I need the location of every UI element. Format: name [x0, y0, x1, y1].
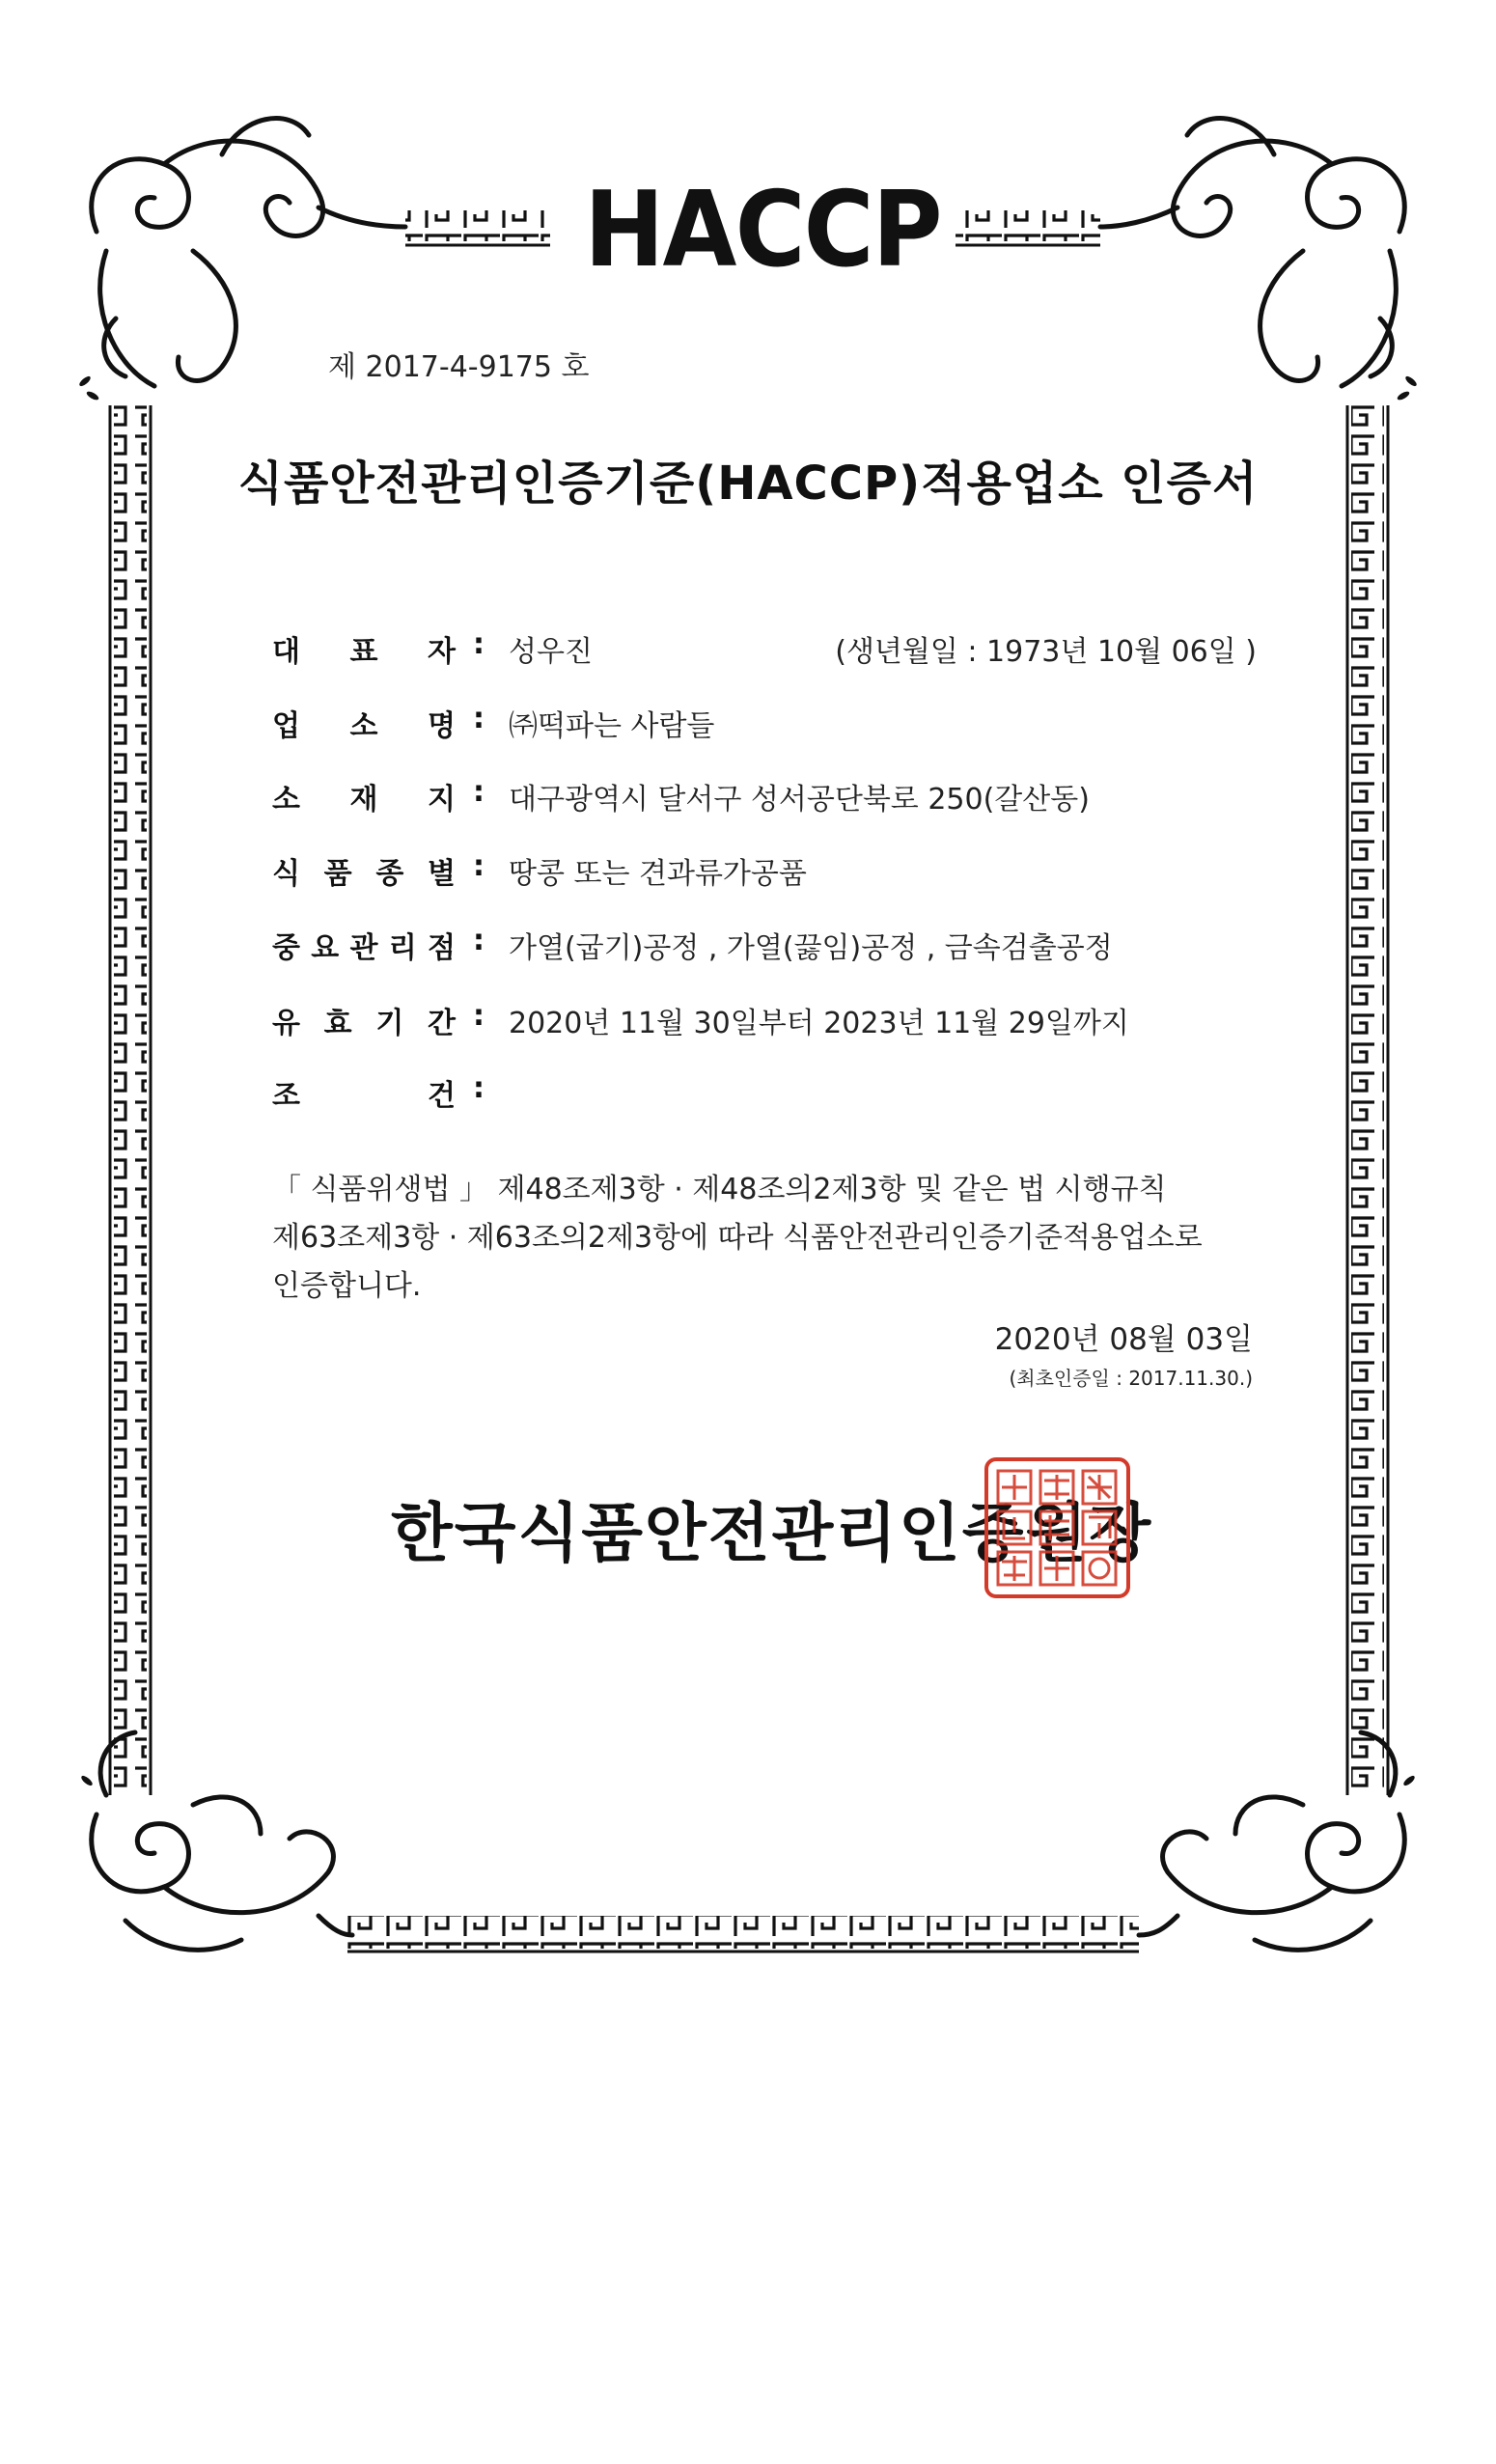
field-label — [272, 1071, 456, 1114]
field-label-char: 소 — [272, 783, 300, 817]
field-row — [272, 627, 1257, 669]
field-label-char: 업 — [272, 709, 300, 743]
field-colon: : — [473, 924, 485, 957]
official-seal — [983, 1455, 1132, 1600]
field-label-char: 별 — [428, 857, 456, 891]
field-label-char: 관 — [349, 931, 378, 965]
field-label-char: 대 — [272, 635, 300, 669]
field-row — [272, 702, 1257, 743]
field-label-char: 요 — [311, 931, 340, 965]
body-line: 「 식품위생법 」 제48조제3항 · 제48조의2제3항 및 같은 법 시행규칙 — [272, 1173, 1167, 1206]
field-value: 가열(굽기)공정 , 가열(끓임)공정 , 금속검출공정 — [509, 931, 1113, 965]
issue-date: 2020년 08월 03일 — [994, 1322, 1253, 1357]
body-line: 인증합니다. — [272, 1269, 422, 1303]
haccp-logo-text: HACCP — [584, 170, 941, 291]
field-value: 땅콩 또는 견과류가공품 — [509, 857, 807, 891]
field-value: 대구광역시 달서구 성서공단북로 250(갈산동) — [509, 783, 1090, 817]
field-label-char: 지 — [428, 783, 456, 817]
certificate-body — [272, 1166, 1257, 1311]
certificate-heading: 식품안전관리인증기준(HACCP)적용업소 인증서 — [237, 457, 1259, 511]
field-label — [272, 627, 456, 670]
field-label-char: 유 — [272, 1007, 300, 1040]
first-certification-date: (최초인증일 : 2017.11.30.) — [1009, 1367, 1253, 1390]
field-label-char: 명 — [428, 709, 456, 743]
field-colon: : — [473, 775, 485, 809]
field-label — [272, 775, 456, 817]
field-row — [272, 999, 1257, 1038]
field-label-char: 효 — [323, 1007, 352, 1040]
field-colon: : — [473, 999, 485, 1033]
field-label-char: 식 — [272, 857, 300, 891]
field-value: 성우진 — [509, 635, 593, 669]
field-row — [272, 1071, 1257, 1113]
field-label-char: 자 — [428, 635, 456, 669]
field-label-char: 조 — [272, 1079, 300, 1113]
field-label-char: 점 — [428, 931, 456, 965]
field-value: 2020년 11월 30일부터 2023년 11월 29일까지 — [509, 1007, 1129, 1040]
field-value: ㈜떡파는 사람들 — [509, 709, 715, 743]
field-colon: : — [473, 849, 485, 883]
issuer-name: 한국식품안전관리인증원장 — [391, 1496, 1153, 1570]
field-row — [272, 775, 1257, 817]
field-row — [272, 849, 1257, 891]
field-label — [272, 849, 456, 892]
field-colon: : — [473, 627, 485, 661]
body-line: 제63조제3항 · 제63조의2제3항에 따라 식품안전관리인증기준적용업소로 — [272, 1221, 1203, 1255]
field-colon: : — [473, 702, 485, 735]
certificate-number: 제 2017-4-9175 호 — [328, 350, 590, 384]
field-label-char: 간 — [428, 1007, 456, 1040]
field-label-char: 소 — [349, 709, 378, 743]
field-colon: : — [473, 1071, 485, 1105]
field-label-char: 기 — [375, 1007, 404, 1040]
field-label-char: 중 — [272, 931, 300, 965]
field-row — [272, 924, 1257, 965]
field-label — [272, 999, 456, 1041]
field-label-char: 건 — [428, 1079, 456, 1113]
field-label-char: 종 — [375, 857, 404, 891]
field-label-char: 품 — [323, 857, 352, 891]
field-label — [272, 702, 456, 744]
field-extra: (생년월일 : 1973년 10월 06일 ) — [835, 635, 1257, 669]
field-label-char: 리 — [388, 931, 417, 965]
field-label-char: 재 — [349, 783, 378, 817]
field-label-char: 표 — [349, 635, 378, 669]
field-label — [272, 924, 456, 966]
